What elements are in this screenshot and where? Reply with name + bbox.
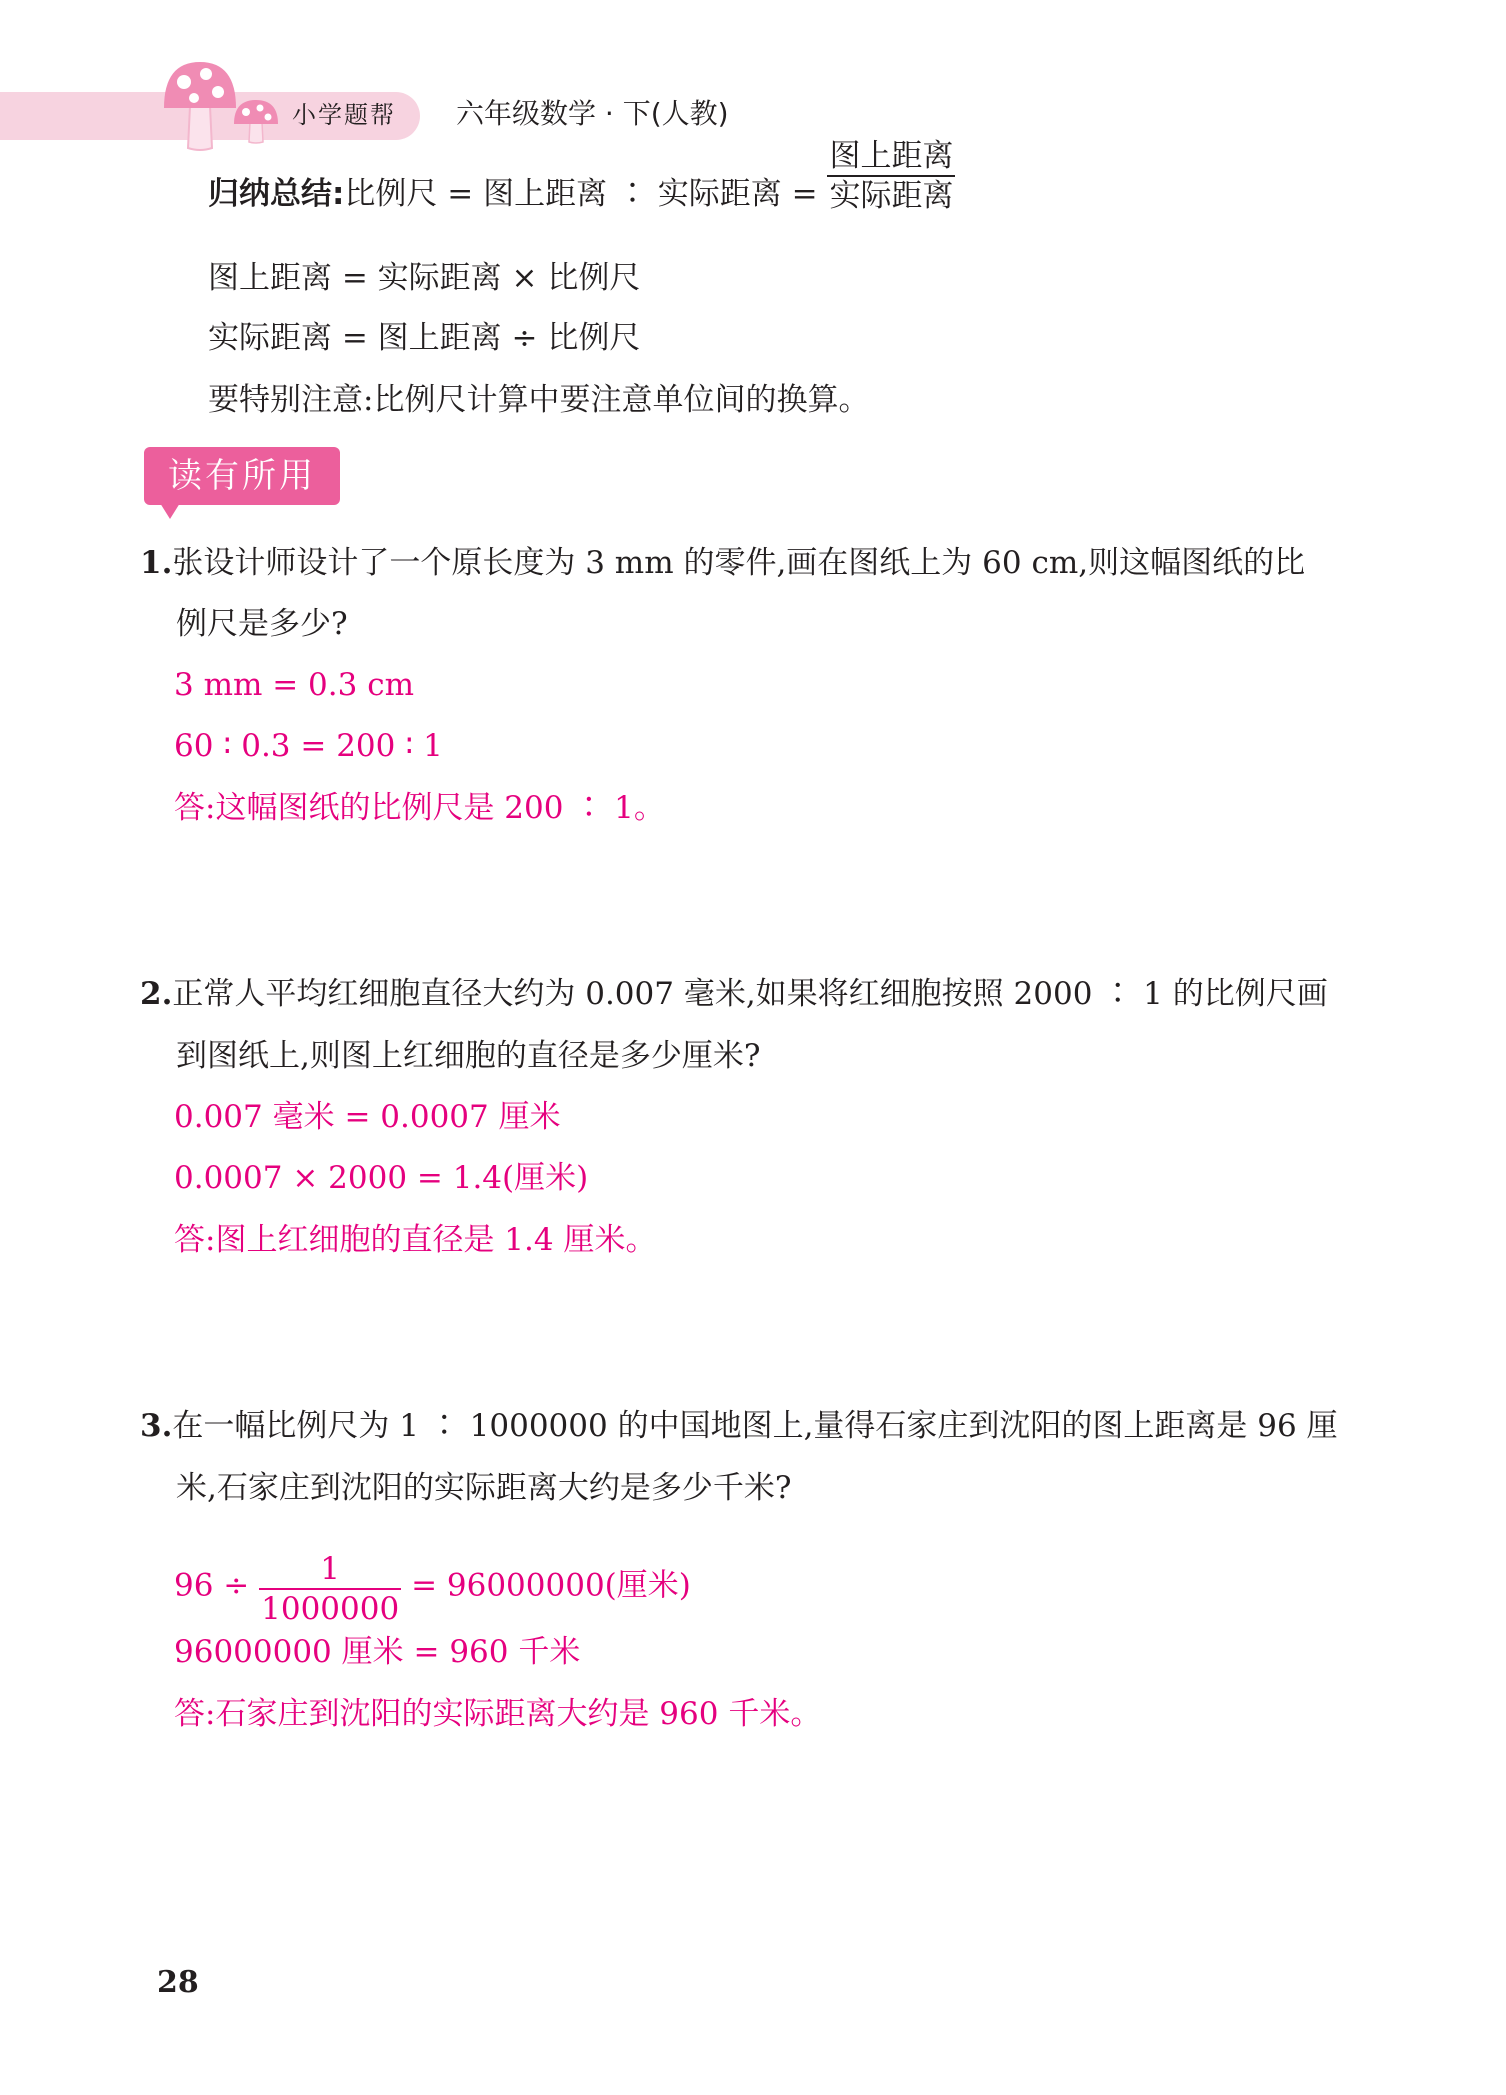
question-2-line-1	[140, 974, 1328, 1014]
question-3-line-2: 米,石家庄到沈阳的实际距离大约是多少千米?	[176, 1470, 792, 1506]
summary-label: 归纳总结:	[208, 176, 345, 212]
question-3-number: 3.	[140, 1408, 173, 1444]
summary-line-3: 实际距离 = 图上距离 ÷ 比例尺	[208, 320, 641, 356]
question-2-line-2: 到图纸上,则图上红细胞的直径是多少厘米?	[176, 1038, 761, 1074]
question-1-number: 1.	[140, 545, 173, 581]
question-3-line-1	[140, 1406, 1338, 1446]
page-number: 28	[157, 1965, 199, 2000]
question-1-line-2: 例尺是多少?	[176, 606, 348, 642]
summary-line-4: 要特别注意:比例尺计算中要注意单位间的换算。	[208, 382, 870, 418]
summary-formula-prefix: 比例尺 = 图上距离 ∶ 实际距离 =	[344, 176, 818, 212]
answer-1-line-3: 答:这幅图纸的比例尺是 200 ∶ 1。	[174, 790, 665, 826]
answer-2-line-3: 答:图上红细胞的直径是 1.4 厘米。	[174, 1222, 657, 1258]
answer-2-line-2: 0.0007 × 2000 = 1.4(厘米)	[174, 1160, 589, 1196]
answer-3-line-3: 答:石家庄到沈阳的实际距离大约是 960 千米。	[174, 1696, 822, 1732]
answer-3-suffix: = 96000000(厘米)	[411, 1567, 691, 1604]
summary-line-1	[208, 137, 955, 217]
question-3-text: 在一幅比例尺为 1 ∶ 1000000 的中国地图上,量得石家庄到沈阳的图上距离是 96 厘	[172, 1408, 1338, 1444]
question-2-number: 2.	[140, 976, 173, 1012]
answer-2-line-1: 0.007 毫米 = 0.0007 厘米	[174, 1099, 561, 1135]
brand-name: 小学题帮	[292, 101, 396, 129]
answer-1-line-1: 3 mm = 0.3 cm	[174, 667, 414, 703]
summary-fraction-numerator: 图上距离	[827, 137, 955, 177]
question-1-text: 张设计师设计了一个原长度为 3 mm 的零件,画在图纸上为 60 cm,则这幅图纸的比	[172, 545, 1306, 581]
summary-fraction	[827, 137, 955, 215]
mushroom-logo-icon	[160, 56, 240, 152]
answer-3-fraction-denominator: 1000000	[261, 1591, 400, 1627]
section-tag-tail	[160, 503, 180, 519]
summary-line-2: 图上距离 = 实际距离 × 比例尺	[208, 260, 641, 296]
answer-3-line-2: 96000000 厘米 = 960 千米	[174, 1634, 581, 1670]
question-2-text: 正常人平均红细胞直径大约为 0.007 毫米,如果将红细胞按照 2000 ∶ 1 的比例尺画	[172, 976, 1328, 1012]
answer-1-line-2: 60 ∶ 0.3 = 200 ∶ 1	[174, 728, 443, 764]
answer-3-fraction-numerator: 1	[259, 1550, 401, 1590]
question-1-line-1	[140, 543, 1305, 583]
section-tag: 读有所用	[144, 447, 340, 505]
answer-3-prefix: 96 ÷	[174, 1567, 250, 1604]
answer-3-fraction	[259, 1550, 401, 1628]
book-title: 六年级数学 · 下(人教)	[456, 97, 729, 130]
answer-3-line-1	[174, 1548, 691, 1626]
small-mushroom-icon	[232, 96, 280, 144]
summary-fraction-denominator: 实际距离	[829, 177, 954, 214]
